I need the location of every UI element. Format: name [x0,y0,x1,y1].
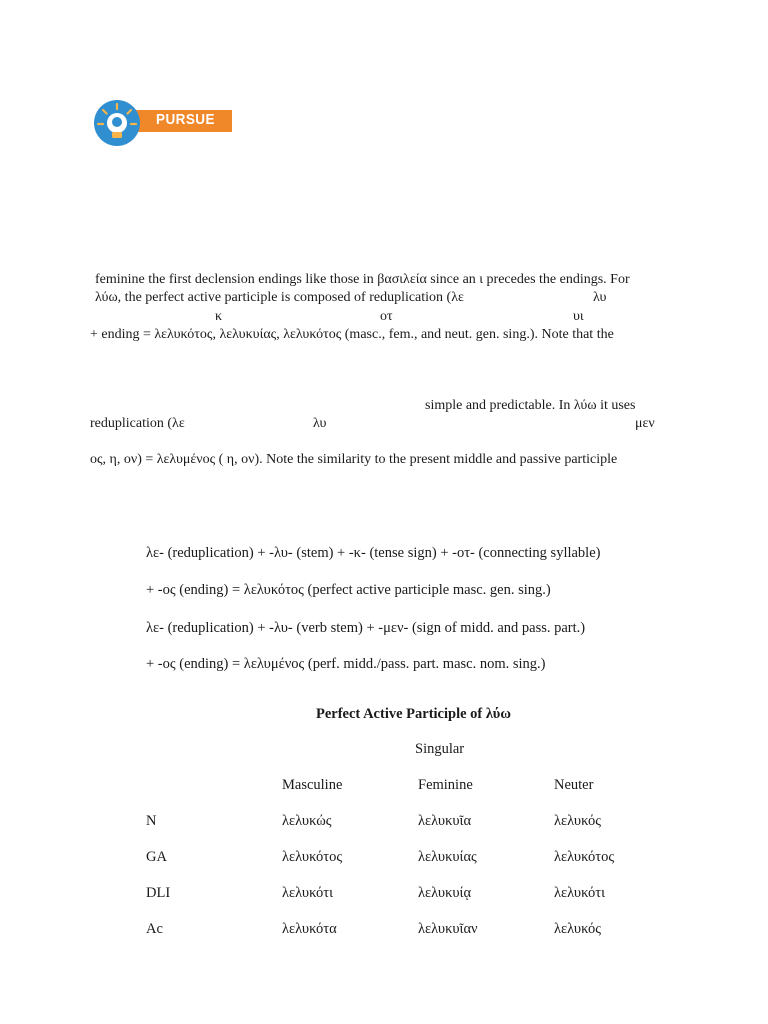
example-line: + -ος (ending) = λελυμένος (perf. midd./pass. part. masc. nom. sing.) [146,656,546,672]
paragraph1-fragment: λυ [593,290,607,305]
table-cell: λελυκότι [554,885,606,901]
paragraph1-line4: + ending = λελυκότος, λελυκυίας, λελυκότος (masc., fem., and neut. gen. sing.). Note that the [90,327,614,342]
column-header: Masculine [282,777,343,793]
row-case-label: GA [146,849,167,865]
row-case-label: Ac [146,921,163,937]
table-cell: λελυκυῖαν [418,921,478,937]
lightbulb-icon [92,98,142,148]
paragraph2-line1: simple and predictable. In λύω it uses [425,398,636,413]
table-cell: λελυκυίᾳ [418,885,472,901]
table-cell: λελυκυῖα [418,813,472,829]
example-line: λε- (reduplication) + -λυ- (stem) + -κ- (tense sign) + -οτ- (connecting syllable) [146,545,601,561]
table-title: Perfect Active Participle of λύω [316,706,511,722]
table-subtitle: Singular [415,741,465,757]
paragraph2-line2: reduplication (λε [90,416,185,431]
table-cell: λελυκός [554,813,602,829]
pursue-logo [92,98,234,148]
table-cell: λελυκότι [282,885,334,901]
table-cell: λελυκότος [554,849,615,865]
logo-text: PURSUE [156,111,215,128]
column-header: Neuter [554,777,594,793]
table-cell: λελυκός [554,921,602,937]
paragraph2-fragment: λυ [313,416,327,431]
table-cell: λελυκυίας [418,849,477,865]
table-cell: λελυκώς [282,813,332,829]
paragraph2-fragment: μεν [635,416,655,431]
paragraph1-fragment: υι [573,309,584,324]
paragraph1-fragment: οτ [380,309,393,324]
table-cell: λελυκότα [282,921,337,937]
column-header: Feminine [418,777,473,793]
row-case-label: N [146,813,157,829]
row-case-label: DLI [146,885,171,901]
table-cell: λελυκότος [282,849,343,865]
paragraph1-line2: λύω, the perfect active participle is composed of reduplication (λε [95,290,464,305]
paragraph2-line3: ος, η, ον) = λελυμένος ( η, ον). Note the similarity to the present middle and passive participle [90,452,618,467]
example-line: + -ος (ending) = λελυκότος (perfect active participle masc. gen. sing.) [146,582,551,598]
paragraph1-line1: feminine the first declension endings like those in βασιλεία since an ι precedes the endings. For [95,272,630,287]
paragraph1-fragment: κ [215,309,223,324]
example-line: λε- (reduplication) + -λυ- (verb stem) + -μεν- (sign of midd. and pass. part.) [146,620,586,636]
